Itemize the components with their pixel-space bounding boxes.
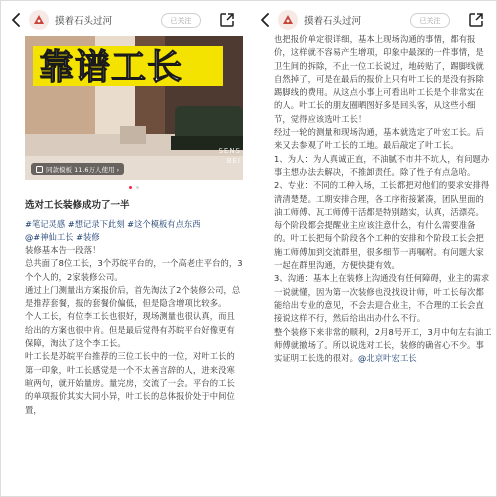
author-avatar[interactable] <box>29 10 49 30</box>
tag-link[interactable]: #笔记灵感 <box>25 219 66 229</box>
closing-text: 整个装修下来非常的顺利，2月8号开工，3月中旬左右油工师傅就撤场了。所以说选对工长，装修的确省心不少。事实证明工长选的很对。 <box>274 326 492 364</box>
body-paragraph: 经过一轮的测量和现场沟通，基本就选定了叶宏工长。后来又去参观了叶工长的工地。最后敲定了叶工长。 <box>274 127 484 151</box>
tag-list <box>25 218 243 244</box>
body-paragraph: 装修基本告一段落！ <box>25 245 101 255</box>
post-cover-image[interactable] <box>25 36 243 180</box>
carousel-indicator <box>5 180 243 194</box>
template-badge[interactable] <box>31 163 124 175</box>
carousel-dot[interactable] <box>136 186 139 189</box>
cover-overlay-title: 靠谱工长 <box>39 48 184 88</box>
back-arrow-icon[interactable] <box>7 10 25 30</box>
top-bar <box>5 4 243 36</box>
tag-link[interactable]: #装修 <box>76 232 100 242</box>
template-badge-label: 同款模板 11.6万人使用 › <box>46 165 120 174</box>
photo-watermark <box>218 146 241 166</box>
author-name[interactable]: 摸着石头过河 <box>55 16 113 27</box>
post-page-left <box>5 4 243 492</box>
author-name[interactable]: 摸着石头过河 <box>304 16 362 27</box>
top-bar <box>254 4 492 36</box>
mention-link[interactable]: @北京叶宏工长 <box>357 353 417 364</box>
follow-button[interactable]: 已关注 <box>410 13 450 28</box>
tag-link[interactable]: @#神仙工长 <box>25 232 74 242</box>
back-arrow-icon[interactable] <box>256 10 274 30</box>
body-paragraph <box>274 326 492 366</box>
body-paragraph: 个人工长，有位李工长也很好，现场测量也很认真，而且给出的方案也很中肯。但是最后觉得有苏皖平台好像更有保障，淘汰了这个李工长。 <box>25 311 235 349</box>
watermark-line-1: SENS <box>218 147 241 155</box>
body-paragraph: 通过上门测量出方案报价后，首先淘汰了2个装修公司，总是推荐套餐，报的套餐价偏低，但是隐含增项比较多。 <box>25 284 241 309</box>
share-icon[interactable] <box>219 12 235 28</box>
tag-link[interactable]: #这个模板有点东西 <box>127 219 201 229</box>
body-paragraph: 2、专业：不同的工种入场，工长都把对他们的要求安排得清清楚楚。工期安排合理，各工序衔接紧凑，团队里面的油工师傅、瓦工师傅干活都是特别踏实，认真，活漂亮。每个阶段都会提醒业主应该注意什么，有什么需要准备的。叶工长把每个阶段各个工种的安排和个阶段工长会把施工师傅加到交流群里，很多细节一再嘱咐。有问题大家一起在群里沟通，方便快捷有效。 <box>274 180 490 271</box>
post-body <box>25 244 243 417</box>
body-paragraph: 1、为人：为人真诚正直，不油腻不市井不坑人，有问题办事主想办法去解决，不推卸责任。除了性子有点急哈。 <box>274 153 490 177</box>
carousel-dot-active[interactable] <box>129 186 132 189</box>
template-icon <box>36 166 43 173</box>
follow-button[interactable]: 已关注 <box>161 13 201 28</box>
post-title: 选对工长装修成功了一半 <box>25 200 130 211</box>
body-paragraph: 总共面了8位工长，3个苏皖平台的，一个高老庄平台的，3个个人的，2家装修公司。 <box>25 258 243 282</box>
author-avatar[interactable] <box>278 10 298 30</box>
tag-link[interactable]: #想记录下此刻 <box>67 219 125 229</box>
post-body-continued <box>274 33 492 365</box>
body-paragraph: 3、沟通：基本上在装修上沟通没有任何障碍，业主的需求一说就懂，因为第一次装修也没找设计师，叶工长每次都能给出专业的意见，不会去迎合业主，不合理的工长会直接说这样不行，然后给出出办什么不行。 <box>274 273 490 324</box>
body-paragraph: 也把报价单定很详细，基本上现场沟通的事情，都有报价，这样就不容易产生增项，印象中最深的一件事情，是卫生间的拆除，不止一位工长说过，地砖贴了，踢脚线就自然掉了，可是在最后的报价上只有叶工长的是没有拆除踢脚线的费用。从这点小事上可看出叶工长是个非常实在的人。叶工长的朋友圈晒图好多是回头客，从这些小细节，觉得应该选叶工长！ <box>274 34 484 124</box>
body-paragraph: 叶工长是苏皖平台推荐的三位工长中的一位，对叶工长的第一印象，叶工长感觉是一个不太善言辞的人，进来没寒暄两句，就开始量房。量完房，交流了一会。平台的工长的单项报价其实大同小异，叶工长的总体报价处于中间位置， <box>25 351 235 415</box>
post-page-right <box>254 4 492 492</box>
watermark-line-2: BEI <box>226 157 241 165</box>
share-icon[interactable] <box>468 12 484 28</box>
